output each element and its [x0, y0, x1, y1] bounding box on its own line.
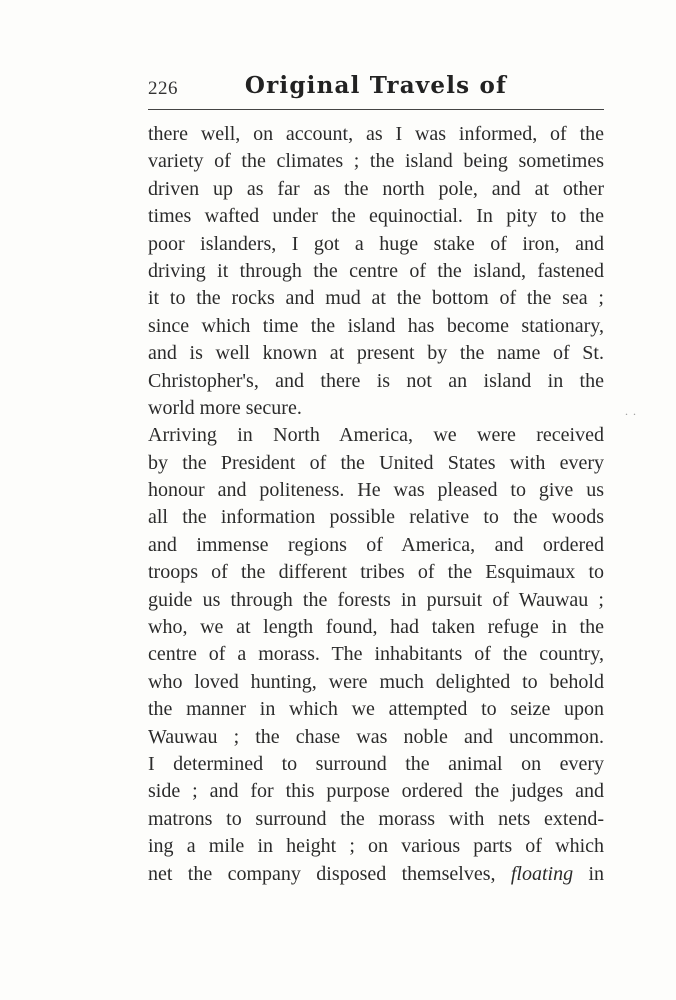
text-line: driven up as far as the north pole, and at other — [148, 177, 604, 200]
body-text — [148, 121, 604, 888]
text-line: who, we at length found, had taken refuge in the — [148, 616, 604, 639]
text-line: honour and politeness. He was pleased to give us — [148, 479, 604, 502]
text-line: who loved hunting, were much delighted to behold — [148, 670, 604, 693]
text-line: Christopher's, and there is not an island in the — [148, 369, 604, 392]
text-line: variety of the climates ; the island being sometimes — [148, 150, 604, 173]
text-line: and is well known at present by the name of St. — [148, 342, 604, 365]
header-rule — [148, 109, 604, 110]
text-line: driving it through the centre of the island, fastened — [148, 259, 604, 282]
page-number: 226 — [148, 78, 178, 99]
text-line: side ; and for this purpose ordered the judges and — [148, 780, 604, 803]
running-head: Original Travels of — [244, 72, 508, 99]
text-line: it to the rocks and mud at the bottom of the sea ; — [148, 287, 604, 310]
text-line: Wauwau ; the chase was noble and uncommon. — [148, 725, 604, 748]
text-run: in — [573, 862, 604, 885]
text-line: centre of a morass. The inhabitants of the country, — [148, 643, 604, 666]
text-line: since which time the island has become stationary, — [148, 314, 604, 337]
text-line-final — [148, 861, 604, 888]
text-line: there well, on account, as I was informed, of the — [148, 123, 604, 145]
text-line: by the President of the United States with every — [148, 451, 604, 474]
text-line: Arriving in North America, we were received — [148, 424, 604, 447]
text-line: poor islanders, I got a huge stake of iron, and — [148, 232, 604, 255]
text-line: troops of the different tribes of the Esquimaux to — [148, 561, 604, 584]
text-line: I determined to surround the animal on every — [148, 752, 604, 775]
text-line: world more secure. — [148, 396, 302, 419]
italic-word: floating — [510, 862, 574, 885]
text-line: and immense regions of America, and ordered — [148, 533, 604, 556]
margin-mark: . . — [625, 404, 637, 418]
text-line: ing a mile in height ; on various parts of which — [148, 835, 604, 858]
paragraph — [148, 422, 604, 888]
page-header — [148, 72, 604, 108]
paragraph — [148, 121, 604, 422]
text-run: net the company disposed themselves, — [148, 862, 511, 885]
text-line: the manner in which we attempted to seize upon — [148, 698, 604, 721]
text-line: all the information possible relative to the woods — [148, 506, 604, 529]
text-line: matrons to surround the morass with nets extend- — [148, 807, 604, 830]
text-line: guide us through the forests in pursuit of Wauwau ; — [148, 588, 604, 611]
text-line: times wafted under the equinoctial. In pity to the — [148, 205, 604, 228]
